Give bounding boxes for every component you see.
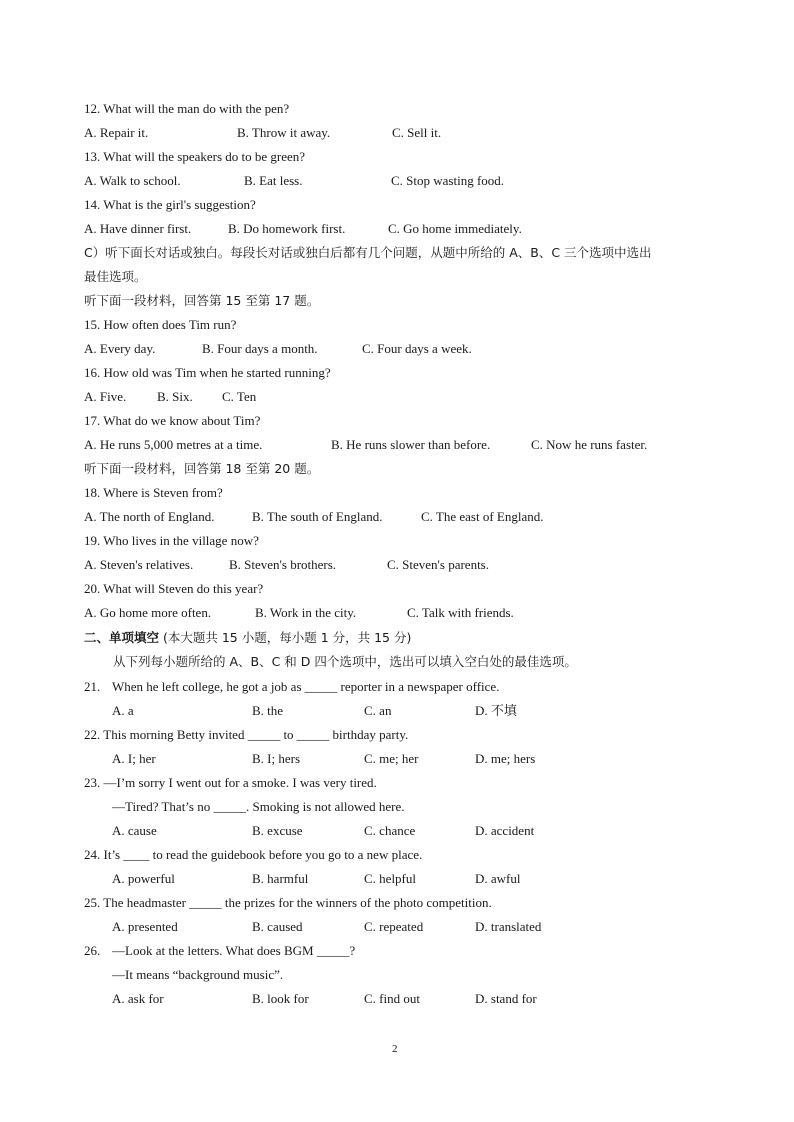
option-c: C. repeated (364, 919, 424, 934)
option-c: C. me; her (364, 751, 419, 766)
option-a: A. He runs 5,000 metres at a time. (84, 437, 263, 452)
option-d: D. stand for (475, 991, 537, 1006)
option-a: A. Have dinner first. (84, 221, 192, 236)
option-b: B. look for (252, 991, 309, 1006)
option-a: A. Repair it. (84, 125, 149, 140)
option-a: A. Walk to school. (84, 173, 181, 188)
option-a: A. Every day. (84, 341, 156, 356)
option-c: C. Go home immediately. (388, 221, 522, 236)
option-b: B. caused (252, 919, 303, 934)
option-d: D. 不填 (475, 703, 517, 718)
option-b: B. the (252, 703, 284, 718)
question-26-reply: —It means “background music”. (112, 967, 284, 982)
option-b: B. Work in the city. (255, 605, 357, 620)
option-c: C. find out (364, 991, 420, 1006)
section-c-instruction: C）听下面长对话或独白。每段长对话或独白后都有几个问题，从题中所给的 A、B、C 三个选项中选出 (84, 245, 652, 260)
question-24: 24. It’s ____ to read the guidebook before you go to a new place. (84, 847, 423, 862)
option-c: C. Four days a week. (362, 341, 472, 356)
option-d: D. me; hers (475, 751, 536, 766)
question-number: 26. (84, 943, 101, 958)
option-b: B. The south of England. (252, 509, 383, 524)
option-a: A. Five. (84, 389, 127, 404)
option-a: A. powerful (112, 871, 175, 886)
option-a: A. Steven's relatives. (84, 557, 194, 572)
option-b: B. He runs slower than before. (331, 437, 491, 452)
option-b: B. I; hers (252, 751, 301, 766)
option-b: B. Eat less. (244, 173, 303, 188)
question-number: 21. (84, 679, 101, 694)
option-c: C. an (364, 703, 392, 718)
option-b: B. Steven's brothers. (229, 557, 337, 572)
group-note-18-20: 听下面一段材料，回答第 18 至第 20 题。 (84, 461, 320, 476)
question-20: 20. What will Steven do this year? (84, 581, 264, 596)
section-c-instruction-cont: 最佳选项。 (84, 269, 147, 284)
option-c: C. Now he runs faster. (531, 437, 648, 452)
part2-instruction: 从下列每小题所给的 A、B、C 和 D 四个选项中，选出可以填入空白处的最佳选项。 (113, 654, 577, 669)
question-23: 23. —I’m sorry I went out for a smoke. I was very tired. (84, 775, 377, 790)
group-note-15-17: 听下面一段材料，回答第 15 至第 17 题。 (84, 293, 320, 308)
question-23-reply: —Tired? That’s no _____. Smoking is not allowed here. (112, 799, 405, 814)
option-c: C. Talk with friends. (407, 605, 514, 620)
option-c: C. Stop wasting food. (391, 173, 505, 188)
option-b: B. Four days a month. (202, 341, 318, 356)
option-c: C. Steven's parents. (387, 557, 489, 572)
question-14: 14. What is the girl's suggestion? (84, 197, 256, 212)
option-b: B. Throw it away. (237, 125, 331, 140)
option-a: A. I; her (112, 751, 156, 766)
question-18: 18. Where is Steven from? (84, 485, 223, 500)
question-16: 16. How old was Tim when he started running? (84, 365, 331, 380)
option-d: D. accident (475, 823, 535, 838)
question-15: 15. How often does Tim run? (84, 317, 237, 332)
option-c: C. Ten (222, 389, 257, 404)
question-17: 17. What do we know about Tim? (84, 413, 261, 428)
option-b: B. harmful (252, 871, 309, 886)
option-a: A. ask for (112, 991, 164, 1006)
question-22: 22. This morning Betty invited _____ to _____ birthday party. (84, 727, 409, 742)
option-a: A. The north of England. (84, 509, 215, 524)
option-a: A. Go home more often. (84, 605, 212, 620)
part2-heading-title: 二、单项填空 (84, 630, 160, 645)
option-b: B. Do homework first. (228, 221, 346, 236)
option-c: C. helpful (364, 871, 416, 886)
option-a: A. presented (112, 919, 178, 934)
question-13: 13. What will the speakers do to be green? (84, 149, 306, 164)
option-c: C. chance (364, 823, 416, 838)
question-stem: When he left college, he got a job as _____ reporter in a newspaper office. (112, 679, 500, 694)
part2-heading-scoring: (本大题共 15 小题，每小题 1 分，共 15 分) (159, 630, 412, 645)
question-stem: —Look at the letters. What does BGM _____? (112, 943, 356, 958)
question-19: 19. Who lives in the village now? (84, 533, 259, 548)
option-b: B. Six. (157, 389, 193, 404)
page-number: 2 (392, 1043, 398, 1055)
question-25: 25. The headmaster _____ the prizes for the winners of the photo competition. (84, 895, 492, 910)
option-a: A. cause (112, 823, 157, 838)
option-c: C. Sell it. (392, 125, 442, 140)
question-12: 12. What will the man do with the pen? (84, 101, 290, 116)
option-d: D. awful (475, 871, 521, 886)
option-a: A. a (112, 703, 134, 718)
option-c: C. The east of England. (421, 509, 544, 524)
part2-heading (84, 630, 411, 646)
option-d: D. translated (475, 919, 542, 934)
option-b: B. excuse (252, 823, 303, 838)
